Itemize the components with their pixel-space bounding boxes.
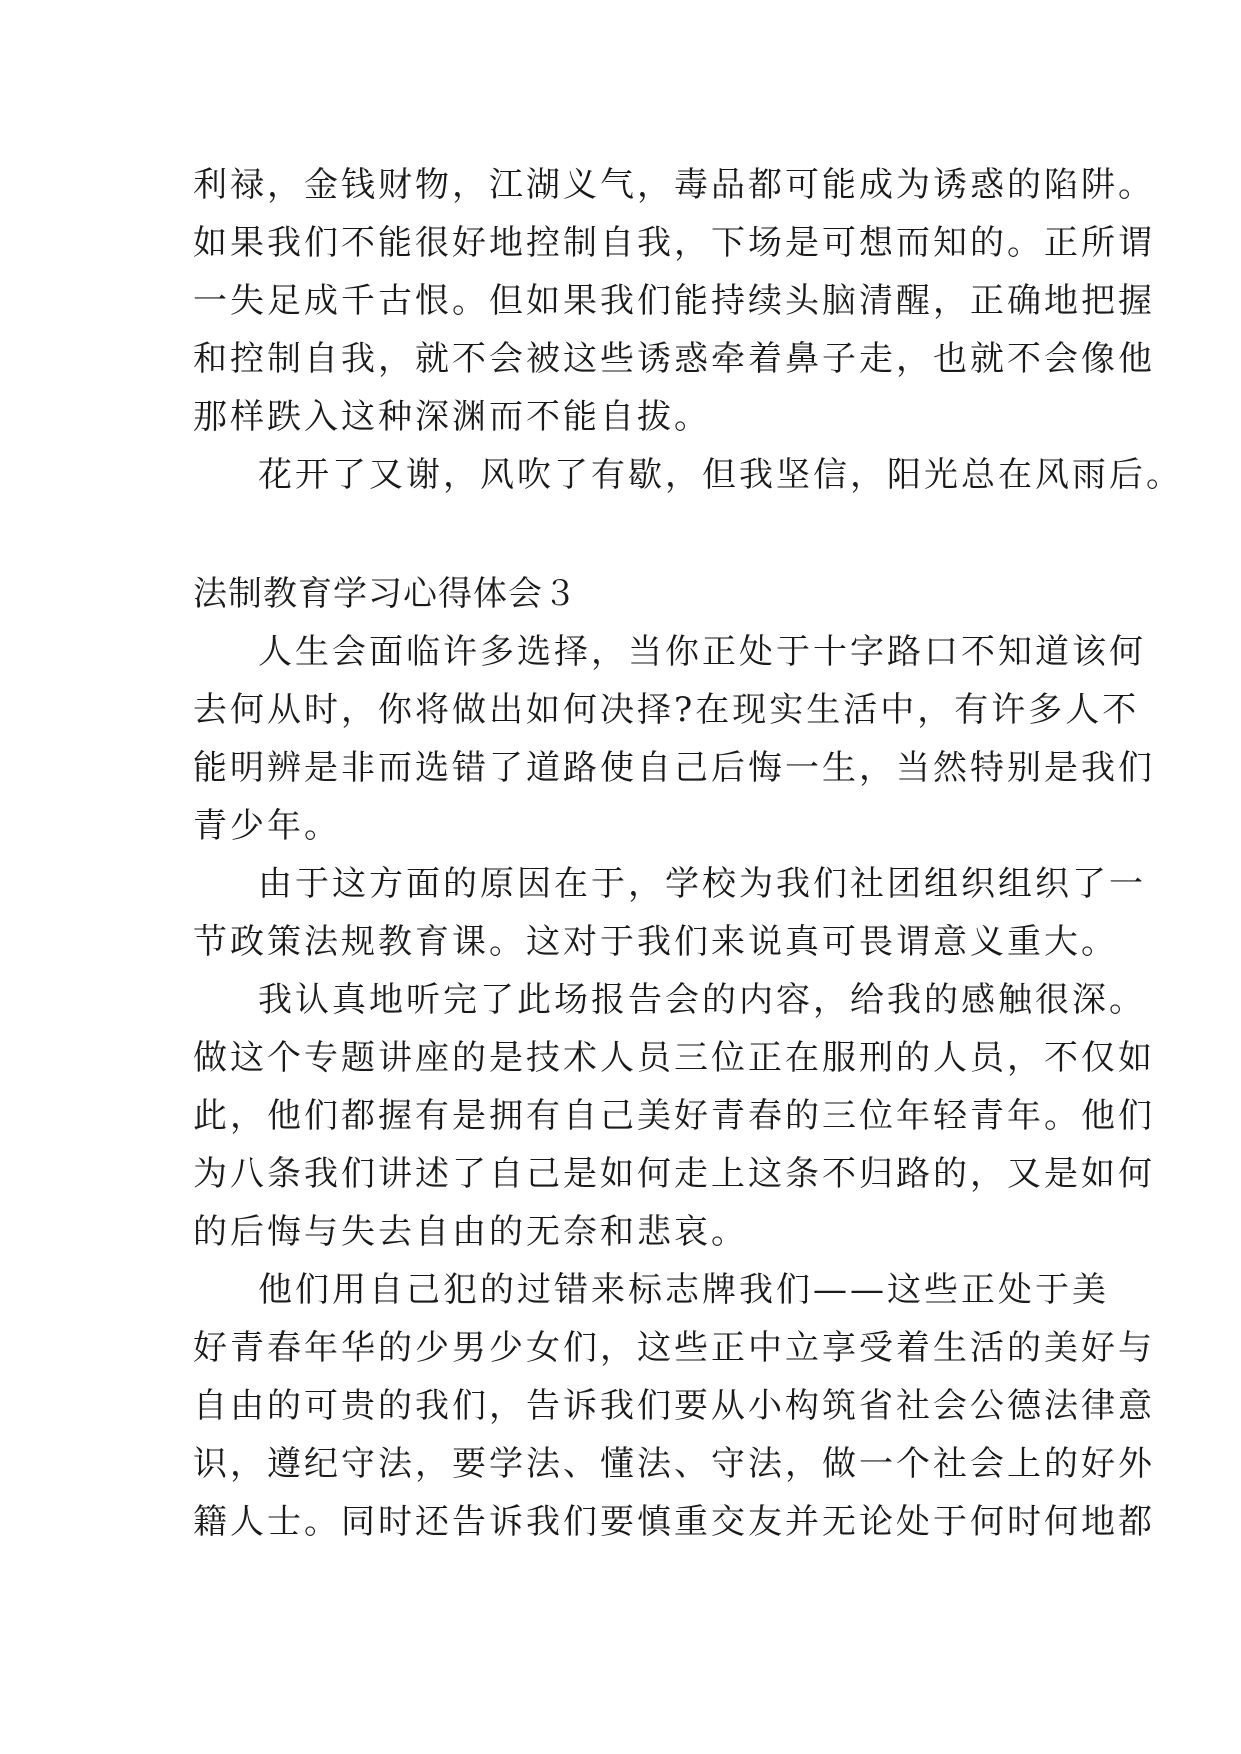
section-heading: 法制教育学习心得体会３ — [193, 574, 578, 614]
paragraph-first-line: 他们用自己犯的过错来标志牌我们——这些正处于美 — [258, 1270, 1109, 1310]
text-line: 好青春年华的少男少女们，这些正中立享受着生活的美好与 — [193, 1328, 1155, 1368]
text-line: 利禄，金钱财物，江湖义气，毒品都可能成为诱惑的陷阱。 — [193, 165, 1155, 205]
text-line: 去何从时，你将做出如何决择?在现实生活中，有许多人不 — [193, 690, 1140, 730]
text-line: 的后悔与失去自由的无奈和悲哀。 — [193, 1212, 748, 1252]
text-line: 识，遵纪守法，要学法、懂法、守法，做一个社会上的好外 — [193, 1444, 1155, 1484]
paragraph-first-line: 由于这方面的原因在于，学校为我们社团组织组织了一 — [258, 864, 1146, 904]
text-line: 如果我们不能很好地控制自我，下场是可想而知的。正所谓 — [193, 223, 1155, 263]
text-line: 籍人士。同时还告诉我们要慎重交友并无论处于何时何地都 — [193, 1502, 1155, 1542]
text-line: 和控制自我，就不会被这些诱惑牵着鼻子走，也就不会像他 — [193, 339, 1155, 379]
text-line: 那样跌入这种深渊而不能自拔。 — [193, 397, 711, 437]
text-line: 为八条我们讲述了自己是如何走上这条不归路的，又是如何 — [193, 1154, 1155, 1194]
text-line: 做这个专题讲座的是技术人员三位正在服刑的人员，不仅如 — [193, 1038, 1155, 1078]
text-line: 青少年。 — [193, 806, 341, 846]
paragraph-first-line: 我认真地听完了此场报告会的内容，给我的感触很深。 — [258, 980, 1146, 1020]
text-line: 此，他们都握有是拥有自己美好青春的三位年轻青年。他们 — [193, 1096, 1155, 1136]
paragraph-first-line: 人生会面临许多选择，当你正处于十字路口不知道该何 — [258, 632, 1146, 672]
text-line: 节政策法规教育课。这对于我们来说真可畏谓意义重大。 — [193, 922, 1118, 962]
text-line: 能明辨是非而选错了道路使自己后悔一生，当然特别是我们 — [193, 748, 1155, 788]
paragraph-first-line: 花开了又谢，风吹了有歇，但我坚信，阳光总在风雨后。 — [258, 455, 1183, 495]
text-line: 一失足成千古恨。但如果我们能持续头脑清醒，正确地把握 — [193, 281, 1155, 321]
text-line: 自由的可贵的我们，告诉我们要从小构筑省社会公德法律意 — [193, 1386, 1155, 1426]
